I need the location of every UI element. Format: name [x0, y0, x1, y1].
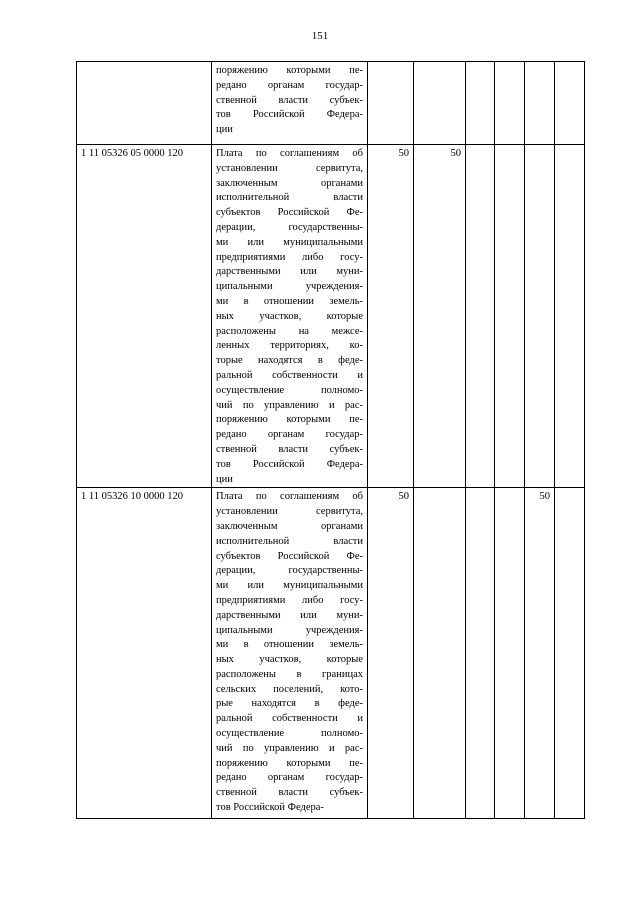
revenue-name-cell: [212, 488, 368, 819]
revenue-name-line: ственной власти субъек-: [216, 443, 363, 455]
revenue-name-line: тов Российской Федера-: [216, 458, 363, 470]
table-row: [77, 488, 585, 819]
revenue-name-line: тов Российской Федера-: [216, 109, 363, 121]
revenue-name-line: рые находятся в феде-: [216, 698, 363, 710]
revenue-name-line: ных участков, которые: [216, 310, 363, 322]
revenue-name-line: ственной власти субъек-: [216, 787, 363, 799]
revenue-name-line: поряжению которыми пе-: [216, 757, 363, 769]
revenue-name-line: ципальными учреждения-: [216, 281, 363, 293]
revenue-name-line: заключенным органами: [216, 520, 363, 532]
amount-cell: 50: [368, 145, 414, 488]
table-row: [77, 145, 585, 488]
revenue-name-line: сельских поселений, кото-: [216, 683, 363, 695]
revenue-name-line: поряжению которыми пе-: [216, 65, 363, 76]
amount-cell: [525, 62, 555, 145]
amount-cell: [466, 62, 495, 145]
revenue-name-line: исполнительной власти: [216, 192, 363, 204]
revenue-name-line: чий по управлению и рас-: [216, 399, 363, 411]
revenue-name-line: субъектов Российской Фе-: [216, 207, 363, 219]
revenue-name-line: ми или муниципальными: [216, 236, 363, 248]
revenue-name-line: осуществление полномо-: [216, 384, 363, 396]
budget-code-cell: 1 11 05326 05 0000 120: [77, 145, 212, 488]
amount-cell: [368, 62, 414, 145]
revenue-name-line: Плата по соглашениям об: [216, 491, 363, 503]
revenue-name-line: чий по управлению и рас-: [216, 742, 363, 754]
page-number: 151: [311, 30, 329, 42]
revenue-name-line: ленных территориях, ко-: [216, 340, 363, 352]
revenue-name-line: предприятиями либо госу-: [216, 251, 363, 263]
revenue-name-line: дарственными или муни-: [216, 266, 363, 278]
amount-cell: [495, 488, 525, 819]
revenue-name-line: ми в отношении земель-: [216, 639, 363, 651]
revenue-name-line: дарственными или муни-: [216, 609, 363, 621]
revenue-name-line: расположены на межсе-: [216, 325, 363, 337]
revenue-name-line: предприятиями либо госу-: [216, 594, 363, 606]
revenue-name-line: редано органам государ-: [216, 79, 363, 91]
budget-code-cell: [77, 62, 212, 145]
revenue-name-line: поряжению которыми пе-: [216, 414, 363, 426]
amount-cell: [414, 62, 466, 145]
revenue-name-line: ции: [216, 473, 233, 485]
amount-cell: [414, 488, 466, 819]
revenue-name-line: ципальными учреждения-: [216, 624, 363, 636]
revenue-name-line: ми в отношении земель-: [216, 295, 363, 307]
revenue-name-line: установлении сервитута,: [216, 506, 363, 518]
amount-cell: 50: [525, 488, 555, 819]
revenue-name-line: ми или муниципальными: [216, 580, 363, 592]
revenue-name-line: ственной власти субъек-: [216, 94, 363, 106]
amount-cell: [466, 488, 495, 819]
amount-cell: 50: [414, 145, 466, 488]
amount-cell: [555, 62, 585, 145]
revenue-name-line: дерации, государственны-: [216, 221, 363, 233]
amount-cell: [555, 488, 585, 819]
budget-code-cell: 1 11 05326 10 0000 120: [77, 488, 212, 819]
amount-cell: 50: [368, 488, 414, 819]
amount-cell: [495, 145, 525, 488]
amount-cell: [466, 145, 495, 488]
revenue-name-line: ральной собственности и: [216, 369, 363, 381]
revenue-name-line: установлении сервитута,: [216, 162, 363, 174]
revenue-name-line: расположены в границах: [216, 668, 363, 680]
revenue-name-line: дерации, государственны-: [216, 565, 363, 577]
revenue-name-cell: [212, 145, 368, 488]
table-row: [77, 62, 585, 145]
revenue-name-line: тов Российской Федера-: [216, 802, 324, 814]
amount-cell: [525, 145, 555, 488]
revenue-name-line: редано органам государ-: [216, 429, 363, 441]
amount-cell: [555, 145, 585, 488]
amount-cell: [495, 62, 525, 145]
revenue-name-line: Плата по соглашениям об: [216, 148, 363, 159]
revenue-name-line: заключенным органами: [216, 177, 363, 189]
revenue-name-line: торые находятся в феде-: [216, 355, 363, 367]
revenue-name-line: осуществление полномо-: [216, 728, 363, 740]
revenue-name-line: ральной собственности и: [216, 713, 363, 725]
revenue-name-line: ции: [216, 124, 233, 136]
revenue-name-line: исполнительной власти: [216, 535, 363, 547]
revenue-name-line: редано органам государ-: [216, 772, 363, 784]
revenue-table: [76, 61, 585, 819]
revenue-name-line: субъектов Российской Фе-: [216, 550, 363, 562]
revenue-name-line: ных участков, которые: [216, 654, 363, 666]
revenue-name-cell: [212, 62, 368, 145]
